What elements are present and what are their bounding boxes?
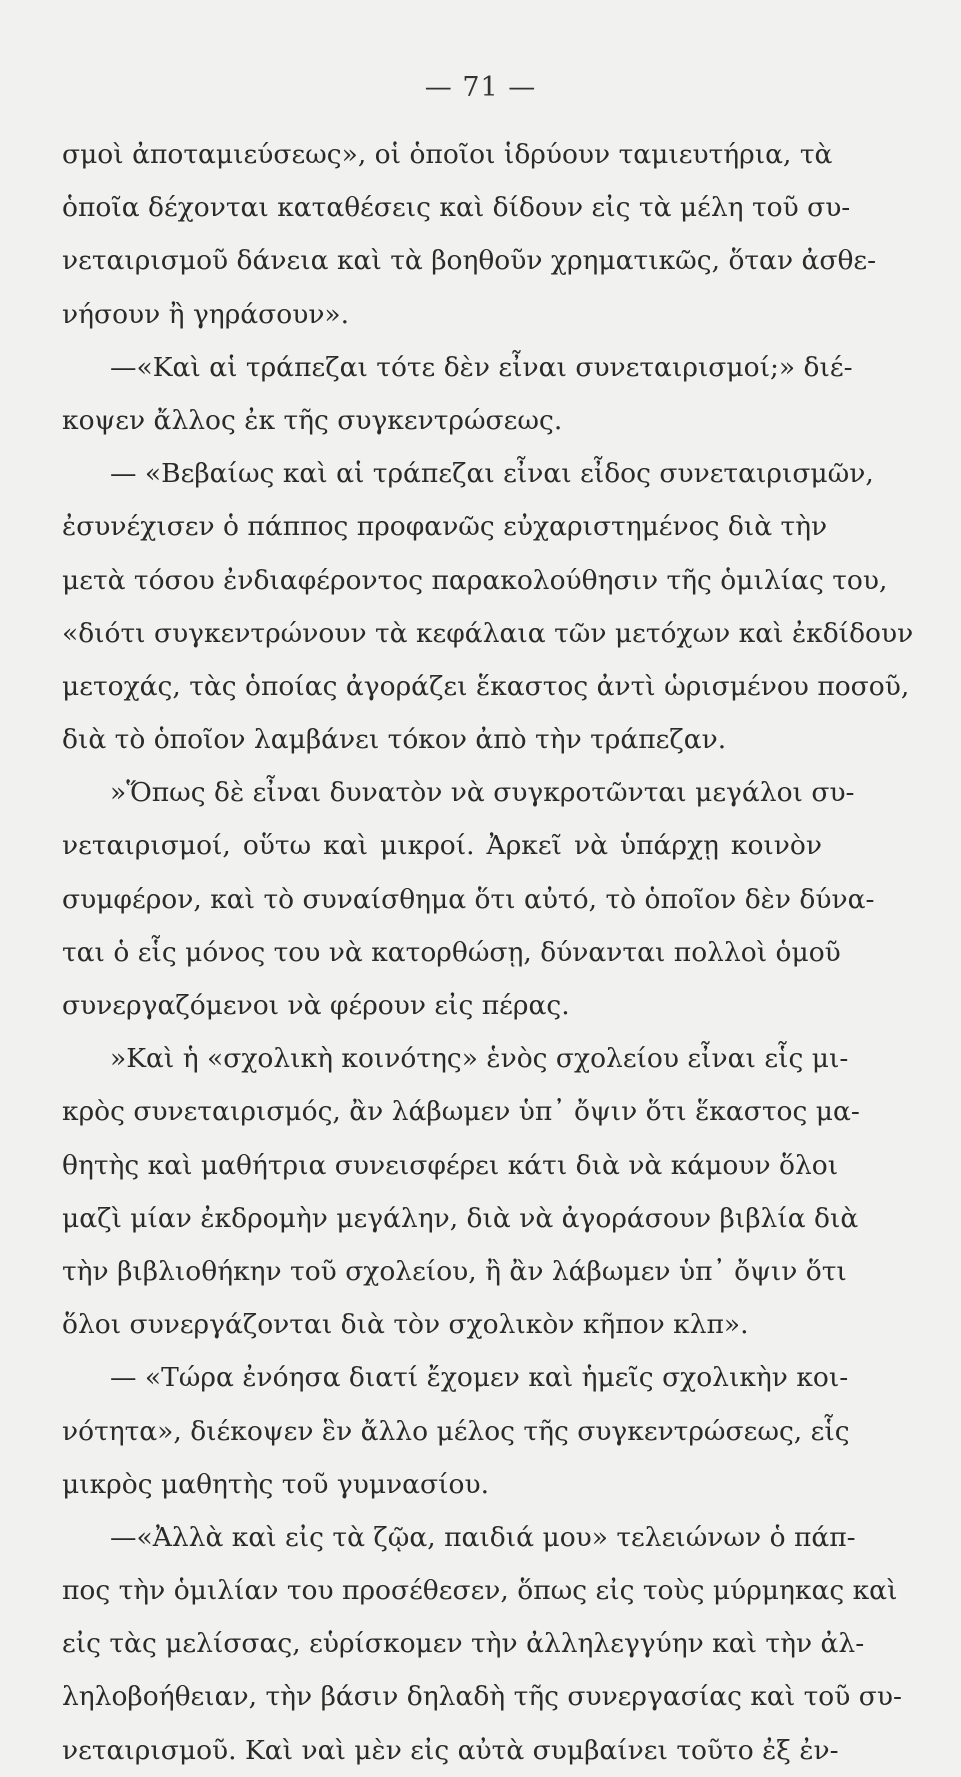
- text-line: ὁποῖα δέχονται καταθέσεις καὶ δίδουν εἰς τὰ μέλη τοῦ συ-: [62, 192, 851, 224]
- text-line: ται ὁ εἷς μόνος του νὰ κατορθώσῃ, δύνανται πολλοὶ ὁμοῦ: [62, 936, 841, 968]
- text-line: μετὰ τόσου ἐνδιαφέροντος παρακολούθησιν τῆς ὁμιλίας του,: [62, 564, 888, 596]
- text-line: —«Καὶ αἱ τράπεζαι τότε δὲν εἶναι συνεταιρισμοί;» διέ-: [110, 351, 853, 383]
- text-line: — «Βεβαίως καὶ αἱ τράπεζαι εἶναι εἶδος συνεταιρισμῶν,: [110, 458, 874, 490]
- text-line: νότητα», διέκοψεν ἓν ἄλλο μέλος τῆς συγκεντρώσεως, εἷς: [62, 1415, 850, 1447]
- text-line: μετοχάς, τὰς ὁποίας ἀγοράζει ἕκαστος ἀντὶ ὡρισμένου ποσοῦ,: [62, 670, 910, 702]
- text-line: «διότι συγκεντρώνουν τὰ κεφάλαια τῶν μετόχων καὶ ἐκδίδουν: [62, 617, 914, 649]
- text-line: — «Τώρα ἐνόησα διατί ἔχομεν καὶ ἡμεῖς σχολικὴν κοι-: [110, 1362, 849, 1394]
- text-line: θητὴς καὶ μαθήτρια συνεισφέρει κάτι διὰ νὰ κάμουν ὅλοι: [62, 1149, 839, 1181]
- text-line: συμφέρον, καὶ τὸ συναίσθημα ὅτι αὐτό, τὸ ὁποῖον δὲν δύνα-: [62, 883, 875, 915]
- text-line: ἐσυνέχισεν ὁ πάππος προφανῶς εὐχαριστημένος διὰ τὴν: [62, 511, 828, 543]
- text-line: ληλοβοήθειαν, τὴν βάσιν δηλαδὴ τῆς συνεργασίας καὶ τοῦ συ-: [62, 1681, 902, 1713]
- text-line: »Καὶ ἡ «σχολικὴ κοινότης» ἑνὸς σχολείου εἶναι εἷς μι-: [110, 1043, 849, 1075]
- text-line: κρὸς συνεταιρισμός, ἂν λάβωμεν ὑπ᾽ ὄψιν ὅτι ἕκαστος μα-: [62, 1096, 860, 1128]
- text-line: εἰς τὰς μελίσσας, εὑρίσκομεν τὴν ἀλληλεγγύην καὶ τὴν ἀλ-: [62, 1628, 865, 1660]
- text-line: νεταιρισμοί, οὕτω καὶ μικροί. Ἀρκεῖ νὰ ὑπάρχῃ κοινὸν: [62, 830, 822, 862]
- text-line: συνεργαζόμενοι νὰ φέρουν εἰς πέρας.: [62, 990, 570, 1021]
- text-line: κοψεν ἄλλος ἐκ τῆς συγκεντρώσεως.: [62, 404, 563, 436]
- text-line: νεταιρισμοῦ δάνεια καὶ τὰ βοηθοῦν χρηματικῶς, ὅταν ἀσθε-: [62, 245, 877, 277]
- text-line: τὴν βιβλιοθήκην τοῦ σχολείου, ἢ ἂν λάβωμεν ὑπ᾽ ὄψιν ὅτι: [62, 1255, 847, 1287]
- text-line: μικρὸς μαθητὴς τοῦ γυμνασίου.: [62, 1468, 490, 1500]
- text-line: μαζὶ μίαν ἐκδρομὴν μεγάλην, διὰ νὰ ἀγοράσουν βιβλία διὰ: [62, 1202, 859, 1234]
- text-line: διὰ τὸ ὁποῖον λαμβάνει τόκον ἀπὸ τὴν τράπεζαν.: [62, 724, 727, 756]
- body-text: [62, 128, 914, 1777]
- text-line: σμοὶ ἀποταμιεύσεως», οἱ ὁποῖοι ἱδρύουν ταμιευτήρια, τὰ: [62, 139, 833, 170]
- text-line: νήσουν ἢ γηράσουν».: [62, 298, 350, 330]
- text-line: ὅλοι συνεργάζονται διὰ τὸν σχολικὸν κῆπον κλπ».: [62, 1309, 749, 1341]
- text-line: —«Ἀλλὰ καὶ εἰς τὰ ζῷα, παιδιά μου» τελειώνων ὁ πάπ-: [110, 1521, 856, 1553]
- page-number: — 71 —: [424, 72, 537, 103]
- text-line: νεταιρισμοῦ. Καὶ ναὶ μὲν εἰς αὐτὰ συμβαίνει τοῦτο ἐξ ἐν-: [62, 1734, 839, 1766]
- text-line: πος τὴν ὁμιλίαν του προσέθεσεν, ὅπως εἰς τοὺς μύρμηκας καὶ: [62, 1575, 898, 1607]
- text-line: »Ὅπως δὲ εἶναι δυνατὸν νὰ συγκροτῶνται μεγάλοι συ-: [110, 777, 855, 809]
